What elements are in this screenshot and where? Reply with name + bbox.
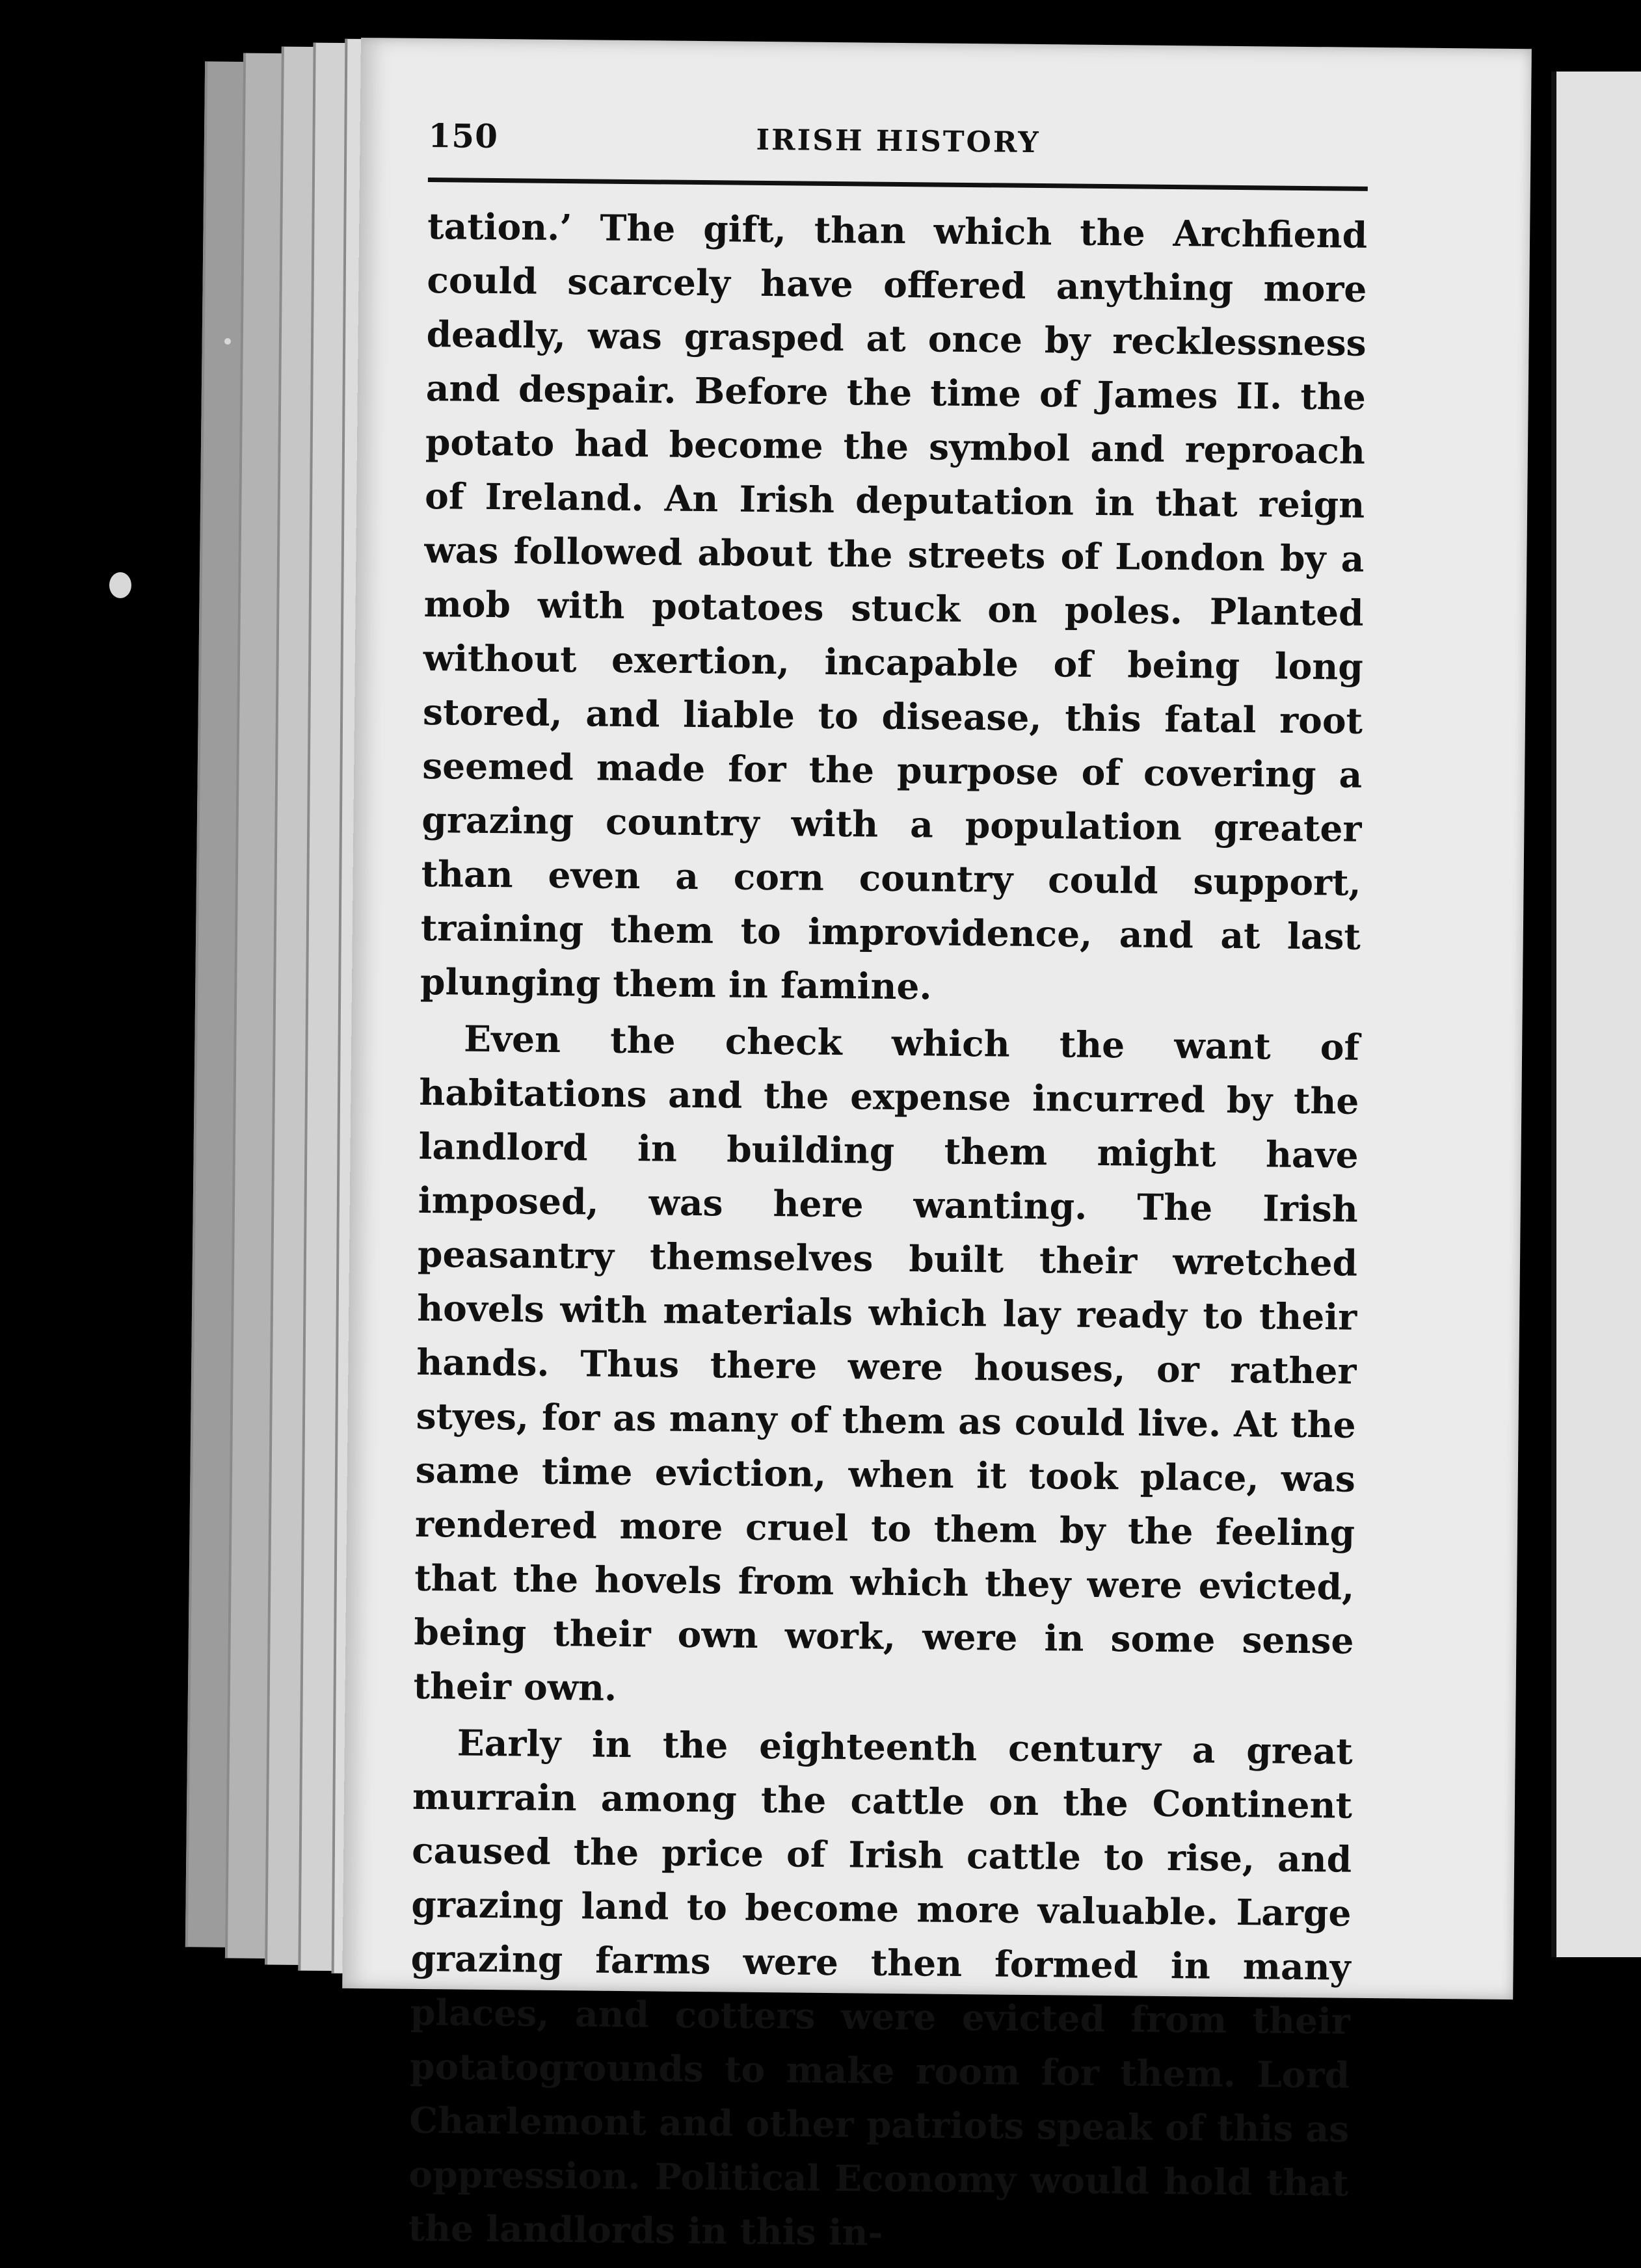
- paragraph: Even the check which the want of habitations and the expense incurred by the landlord in building them might have imposed, was here wanting. The Irish peasantry themselves built their wretched hovels with materials which lay ready to their hands. Thus there were houses, or rather styes, for as many of them as could live. At the same time eviction, when it took place, was rendered more cruel to them by the feeling that the hovels from which they were evicted, being their own work, were in some sense their own.: [413, 1017, 1360, 1709]
- facing-page: [1551, 72, 1641, 1957]
- running-head: [428, 116, 1368, 184]
- body-text: [408, 199, 1367, 2264]
- scan-blemish: [109, 572, 131, 598]
- scan-blemish: [224, 338, 231, 345]
- paragraph: Early in the eighteenth century a great murrain among the cattle on the Continent caused the price of Irish cattle to rise, and grazing land to become more valuable. Large grazing farms were then formed in many places, and cotters were evicted from their potatogrounds to make room for them. Lord Charlemont and other patriots speak of this as oppression. Political Economy would hold that the landlords in this in-: [408, 1721, 1354, 2254]
- paragraph: tation.’ The gift, than which the Archfiend could scarcely have offered anything more deadly, was grasped at once by recklessness and despair. Before the time of James II. the potato had become the symbol and reproach of Ireland. An Irish deputation in that reign was followed about the streets of London by a mob with potatoes stuck on poles. Planted without exertion, incapable of being long stored, and liable to disease, this fatal root seemed made for the purpose of covering a grazing country with a population greater than even a corn country could support, training them to improvidence, and at last plunging them in famine.: [420, 204, 1368, 1008]
- running-title: IRISH HISTORY: [756, 123, 1041, 160]
- page-number: 150: [428, 116, 499, 156]
- page-content: [408, 116, 1368, 2267]
- book-page: [342, 38, 1532, 2254]
